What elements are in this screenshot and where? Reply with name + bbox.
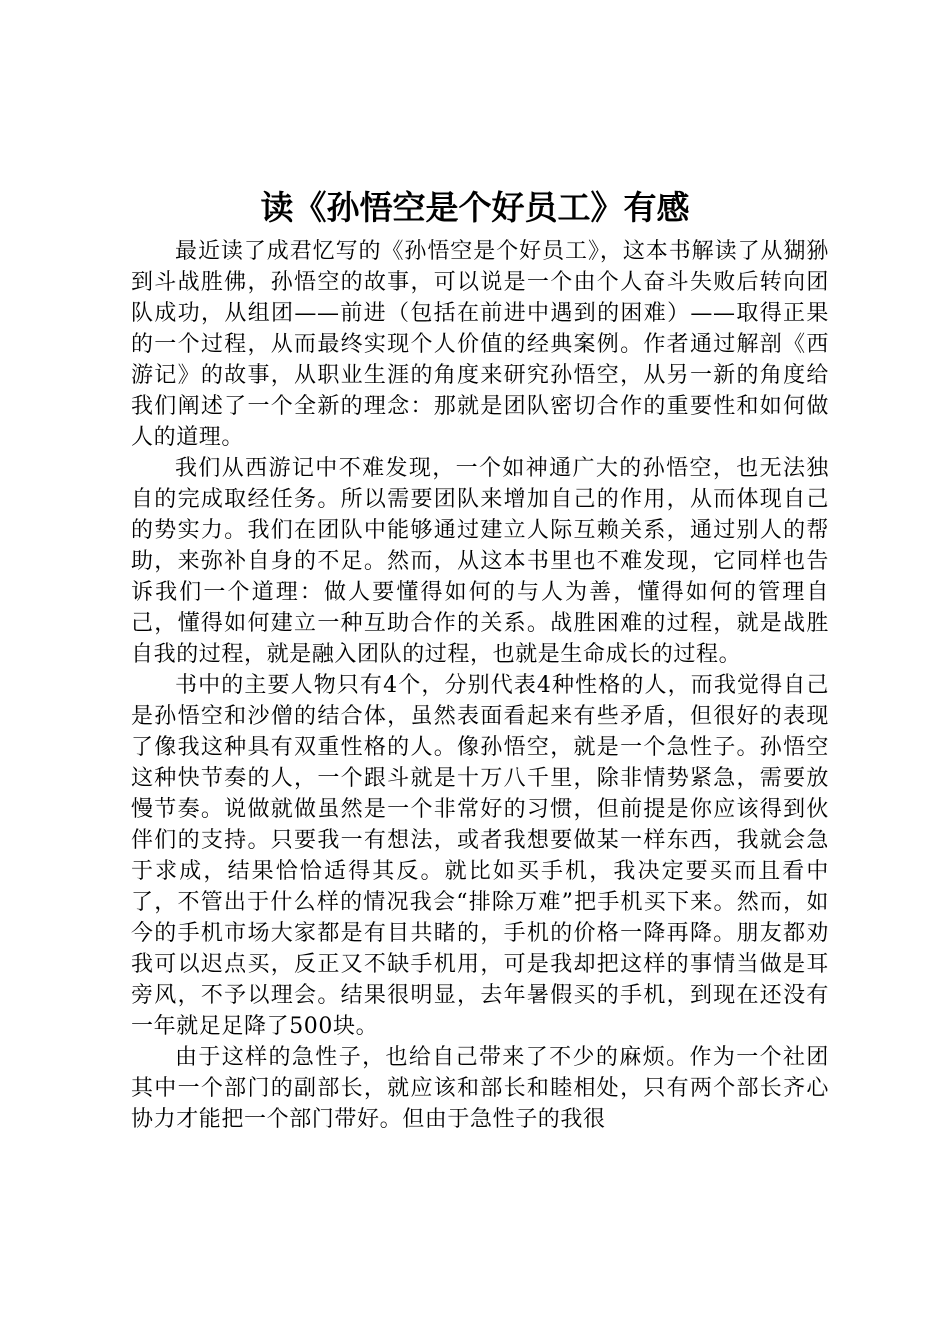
paragraph-1: 最近读了成君忆写的《孙悟空是个好员工》，这本书解读了从猢狲到斗战胜佛，孙悟空的故事，可以说是一个由个人奋斗失败后转向团队成功，从组团——前进（包括在前进中遇到的困难）——取得正果的一个过程，从而最终实现个人价值的经典案例。作者通过解剖《西游记》的故事，从职业生涯的角度来研究孙悟空，从另一新的角度给我们阐述了一个全新的理念：那就是团队密切合作的重要性和如何做人的道理。 (131, 239, 829, 450)
paragraph-2: 我们从西游记中不难发现，一个如神通广大的孙悟空，也无法独自的完成取经任务。所以需要团队来增加自己的作用，从而体现自己的势实力。我们在团队中能够通过建立人际互赖关系，通过别人的帮助，来弥补自身的不足。然而，从这本书里也不难发现，它同样也告诉我们一个道理：做人要懂得如何的与人为善，懂得如何的管理自己，懂得如何建立一种互助合作的关系。战胜困难的过程，就是战胜自我的过程，就是融入团队的过程，也就是生命成长的过程。 (131, 456, 829, 667)
document-body (131, 236, 829, 1135)
document-title: 读《孙悟空是个好员工》有感 (260, 188, 690, 227)
paragraph-4: 由于这样的急性子，也给自己带来了不少的麻烦。作为一个社团其中一个部门的副部长，就应该和部长和睦相处，只有两个部长齐心协力才能把一个部门带好。但由于急性子的我很 (131, 1045, 829, 1132)
paragraph-3: 书中的主要人物只有4个，分别代表4种性格的人，而我觉得自己是孙悟空和沙僧的结合体，虽然表面看起来有些矛盾，但很好的表现了像我这种具有双重性格的人。像孙悟空，就是一个急性子。孙悟空这种快节奏的人，一个跟斗就是十万八千里，除非情势紧急，需要放慢节奏。说做就做虽然是一个非常好的习惯，但前提是你应该得到伙伴们的支持。只要我一有想法，或者我想要做某一样东西，我就会急于求成，结果恰恰适得其反。就比如买手机，我决定要买而且看中了，不管出于什么样的情况我会“排除万难”把手机买下来。然而，如今的手机市场大家都是有目共睹的，手机的价格一降再降。朋友都劝我可以迟点买，反正又不缺手机用，可是我却把这样的事情当做是耳旁风，不予以理会。结果很明显，去年暑假买的手机，到现在还没有一年就足足降了500块。 (131, 673, 829, 1039)
